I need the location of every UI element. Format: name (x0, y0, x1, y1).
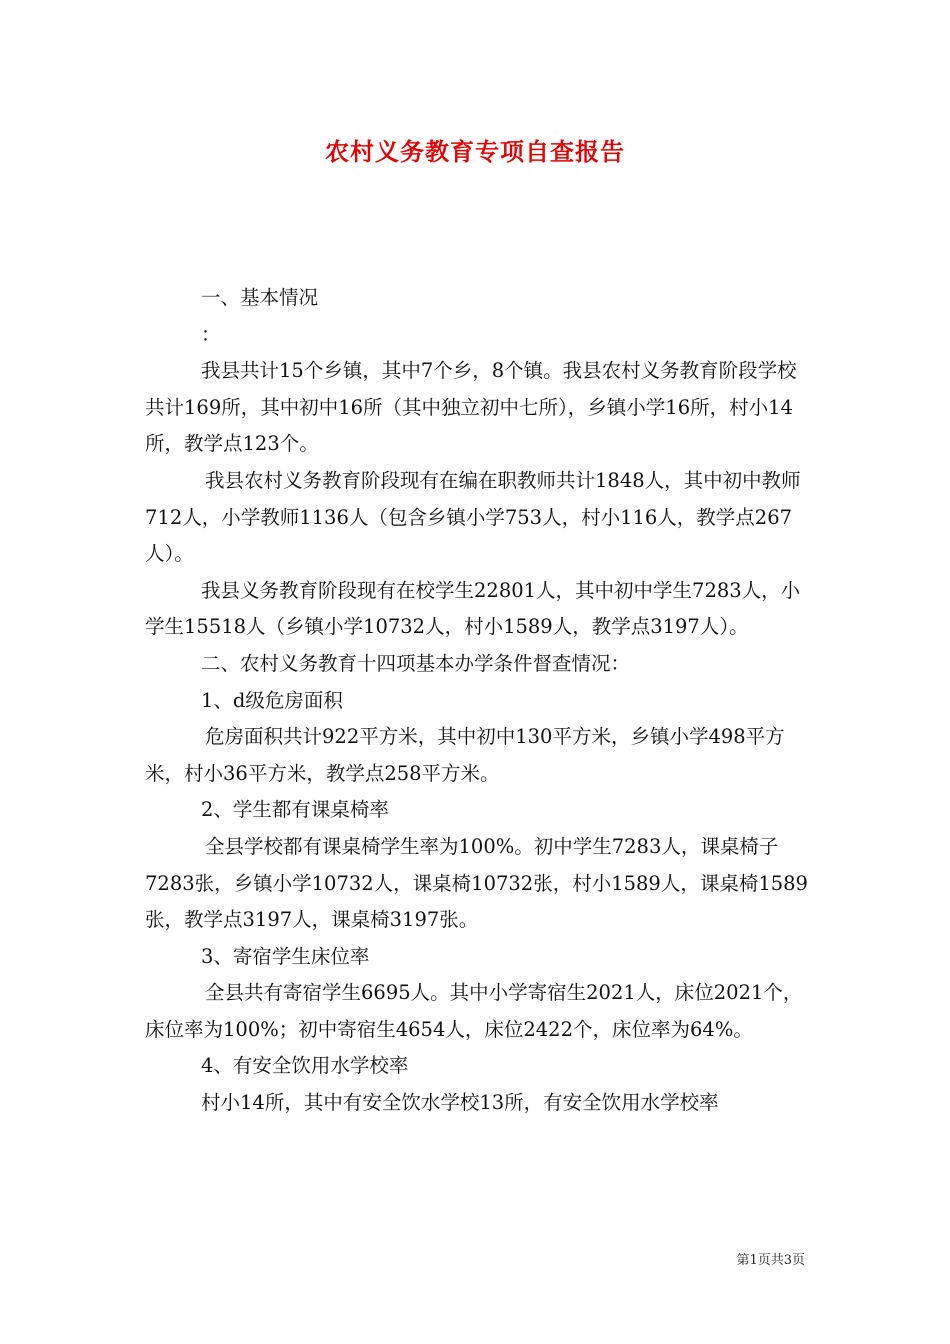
item-heading-dangerous-buildings: 1、d级危房面积 (201, 688, 343, 712)
item-heading-desks: 2、学生都有课桌椅率 (201, 798, 389, 822)
document-title: 农村义务教育专项自查报告 (325, 137, 625, 166)
section-heading-conditions: 二、农村义务教育十四项基本办学条件督查情况： (201, 651, 631, 675)
paragraph-townships: 我县共计15个乡镇，其中7个乡，8个镇。我县农村义务教育阶段学校共计169所，其中初中16所（其中独立初中七所），乡镇小学16所，村小14所，教学点123个。 (145, 359, 797, 456)
page-number: 第1页共3页 (736, 1253, 805, 1268)
colon-line: ： (201, 322, 221, 346)
section-heading-basic: 一、基本情况 (201, 286, 319, 309)
item-heading-beds: 3、寄宿学生床位率 (201, 944, 370, 968)
item-heading-water: 4、有安全饮用水学校率 (201, 1054, 409, 1078)
paragraph-beds: 全县共有寄宿学生6695人。其中小学寄宿生2021人，床位2021个，床位率为100%；初中寄宿生4654人，床位2422个，床位率为64%。 (145, 981, 803, 1041)
document-body (145, 280, 813, 1122)
paragraph-dangerous-buildings: 危房面积共计922平方米，其中初中130平方米，乡镇小学498平方米，村小36平方米，教学点258平方米。 (145, 725, 785, 785)
paragraph-students: 我县义务教育阶段现有在校学生22801人，其中初中学生7283人，小学生15518人（乡镇小学10732人，村小1589人，教学点3197人）。 (145, 578, 801, 639)
paragraph-desks: 全县学校都有课桌椅学生率为100%。初中学生7283人，课桌椅子7283张，乡镇小学10732人，课桌椅10732张，村小1589人，课桌椅1589张，教学点3197人，课桌椅3197张。 (145, 834, 808, 932)
paragraph-water: 村小14所，其中有安全饮水学校13所，有安全饮用水学校率 (201, 1091, 719, 1115)
paragraph-teachers: 我县农村义务教育阶段现有在编在职教师共计1848人，其中初中教师712人，小学教师1136人（包含乡镇小学753人，村小116人，教学点267人）。 (145, 468, 801, 566)
